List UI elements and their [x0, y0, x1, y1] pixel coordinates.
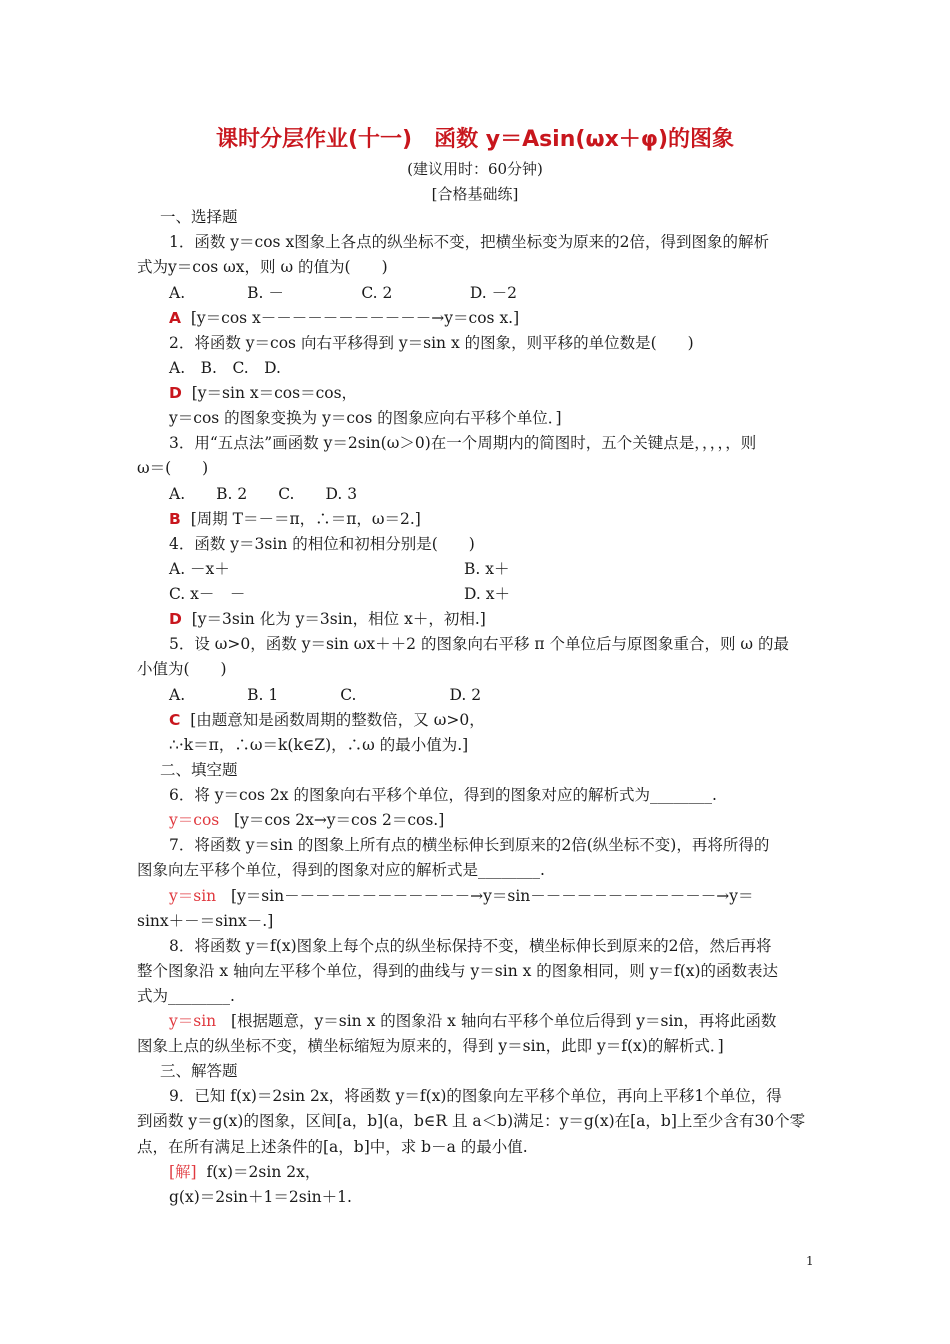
question-7-answer-line-2: sinx＋－＝sinx－.] — [137, 912, 274, 930]
question-4-line-1: 4．函数 y＝3sin 的相位和初相分别是( ) — [169, 535, 475, 553]
question-4-option-b: B. x＋ — [464, 560, 510, 578]
question-2-options: A. B. C. D. — [169, 359, 281, 377]
answer-explanation: [周期 T＝－＝π，∴＝π，ω＝2.] — [190, 510, 421, 528]
answer-explanation: [y＝sin－－－－－－－－－－－－→y＝sin－－－－－－－－－－－－→y＝ — [230, 887, 754, 905]
question-9-line-3: 点，在所有满足上述条件的[a，b]中，求 b－a 的最小值. — [137, 1138, 528, 1156]
question-5-line-1: 5．设 ω>0，函数 y＝sin ωx＋＋2 的图象向右平移 π 个单位后与原图象重合，则 ω 的最 — [169, 635, 789, 653]
question-4-option-d: D. x＋ — [464, 585, 510, 603]
question-5-options: A. B. 1 C. D. 2 — [169, 686, 482, 704]
question-9-line-2: 到函数 y＝g(x)的图象，区间[a，b](a，b∈R 且 a＜b)满足：y＝g(x)在[a，b]上至少含有30个零 — [137, 1112, 806, 1130]
question-8-line-1: 8．将函数 y＝f(x)图象上每个点的纵坐标保持不变，横坐标伸长到原来的2倍，然后再将 — [169, 937, 772, 955]
question-7-line-1: 7．将函数 y＝sin 的图象上所有点的横坐标伸长到原来的2倍(纵坐标不变)，再将所得的 — [169, 836, 770, 854]
question-2-answer-line-2: y＝cos 的图象变换为 y＝cos 的图象应向右平移个单位．] — [169, 409, 562, 427]
question-7-answer — [169, 886, 849, 906]
question-9-line-1: 9．已知 f(x)＝2sin 2x，将函数 y＝f(x)的图象向左平移个单位，再向上平移1个单位，得 — [169, 1087, 782, 1105]
question-2-answer — [169, 383, 849, 403]
answer-explanation: [y＝cos x－－－－－－－－－－－→y＝cos x.] — [190, 309, 520, 327]
question-5-answer — [169, 710, 849, 730]
solution-label: [解] — [169, 1163, 197, 1181]
page-title: 课时分层作业(十一) 函数 y＝Asin(ωx＋φ)的图象 — [215, 127, 735, 152]
question-1-line-1: 1．函数 y＝cos x图象上各点的纵坐标不变，把横坐标变为原来的2倍，得到图象的解析 — [169, 233, 770, 251]
question-5-line-2: 小值为( ) — [137, 660, 227, 678]
question-3-line-1: 3．用“五点法”画函数 y＝2sin(ω＞0)在一个周期内的简图时，五个关键点是，，，，，则 — [169, 434, 757, 452]
question-1-answer — [169, 308, 849, 328]
answer-explanation: [由题意知是函数周期的整数倍，又 ω>0， — [190, 711, 485, 729]
answer-text: y＝cos — [169, 811, 220, 829]
answer-letter: D — [169, 384, 182, 402]
page-number: 1 — [806, 1254, 814, 1268]
time-note: (建议用时：60分钟) — [407, 160, 543, 178]
answer-explanation: [y＝3sin 化为 y＝3sin，相位 x＋，初相.] — [191, 610, 486, 628]
answer-letter: D — [169, 610, 182, 628]
question-1-options: A. B. － C. 2 D. －2 — [169, 284, 517, 302]
question-8-answer-line-2: 图象上点的纵坐标不变，横坐标缩短为原来的，得到 y＝sin，此即 y＝f(x)的解析式．] — [137, 1037, 724, 1055]
question-6-answer — [169, 810, 849, 830]
question-2-line-1: 2．将函数 y＝cos 向右平移得到 y＝sin x 的图象，则平移的单位数是( ) — [169, 334, 694, 352]
solution-line-1: f(x)＝2sin 2x， — [206, 1163, 321, 1181]
level-label: [合格基础练] — [431, 185, 519, 203]
question-7-line-2: 图象向左平移个单位，得到的图象对应的解析式是________. — [137, 861, 545, 879]
question-9-solution — [169, 1162, 849, 1182]
question-3-options: A. B. 2 C. D. 3 — [169, 485, 358, 503]
question-8-line-2: 整个图象沿 x 轴向左平移个单位，得到的曲线与 y＝sin x 的图象相同，则 y＝f(x)的函数表达 — [137, 962, 779, 980]
question-8-answer — [169, 1011, 849, 1031]
answer-explanation: [y＝cos 2x→y＝cos 2＝cos.] — [234, 811, 445, 829]
question-4-option-c: C. x－ － — [169, 585, 246, 603]
question-6-line-1: 6．将 y＝cos 2x 的图象向右平移个单位，得到的图象对应的解析式为________. — [169, 786, 717, 804]
answer-letter: A — [169, 309, 181, 327]
section-heading: 二、填空题 — [160, 761, 238, 779]
answer-letter: B — [169, 510, 181, 528]
answer-explanation: [y＝sin x＝cos＝cos， — [191, 384, 358, 402]
answer-text: y＝sin — [169, 1012, 217, 1030]
question-4-answer — [169, 609, 849, 629]
section-heading: 三、解答题 — [160, 1062, 238, 1080]
answer-letter: C — [169, 711, 181, 729]
section-heading: 一、选择题 — [160, 208, 238, 226]
question-8-line-3: 式为________. — [137, 987, 235, 1005]
question-5-answer-line-2: ∴·k＝π，∴ω＝k(k∈Z)，∴ω 的最小值为.] — [169, 736, 469, 754]
question-1-line-2: 式为y＝cos ωx，则 ω 的值为( ) — [137, 258, 388, 276]
question-3-answer — [169, 509, 849, 529]
answer-text: y＝sin — [169, 887, 217, 905]
answer-explanation: [根据题意，y＝sin x 的图象沿 x 轴向右平移个单位后得到 y＝sin，再将此函数 — [230, 1012, 777, 1030]
question-3-line-2: ω＝( ) — [137, 459, 209, 477]
solution-line-2: g(x)＝2sin＋1＝2sin＋1. — [169, 1188, 352, 1206]
question-4-option-a: A. －x＋ — [169, 560, 230, 578]
